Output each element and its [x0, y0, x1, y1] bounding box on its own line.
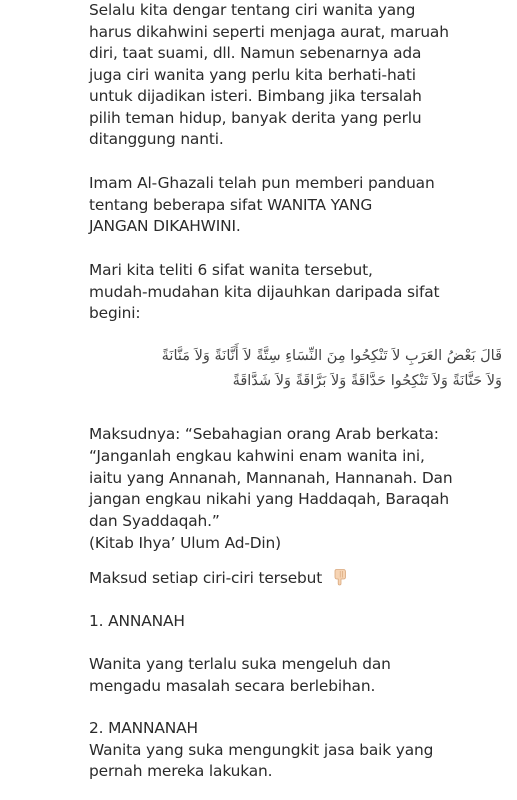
text-line: begini:	[89, 304, 141, 322]
item-1-heading	[89, 611, 185, 633]
text-line: Wanita yang terlalu suka mengeluh dan	[89, 655, 391, 673]
text-line: dan Syaddaqah.”	[89, 512, 220, 531]
text-line: Wanita yang suka mengungkit jasa baik yang	[89, 740, 434, 759]
arabic-line: قَالَ بَعْضُ العَرَبِ لاَ تَنْكِحُوا مِنَ النِّسَاءِ سِتَّةً لاَ أَنَّانَةً وَلاَ مَنَّانَةً	[161, 348, 502, 364]
text-line: untuk dijadikan isteri. Bimbang jika tersalah	[89, 87, 422, 105]
text-line: juga ciri wanita yang perlu kita berhati-hati	[89, 65, 416, 84]
item-1-body	[89, 654, 391, 697]
text-line: Mari kita teliti 6 sifat wanita tersebut,	[89, 261, 373, 279]
text-line: harus dikahwini seperti menjaga aurat, maruah	[89, 22, 449, 41]
text-line: jangan engkau nikahi yang Haddaqah, Baraqah	[89, 490, 449, 509]
text-line: diri, taat suami, dll. Namun sebenarnya ada	[89, 44, 422, 62]
intro-paragraph	[89, 0, 449, 151]
text-line: “Janganlah engkau kahwini enam wanita ini,	[89, 446, 425, 465]
text-line: iaitu yang Annanah, Mannanah, Hannanah. Dan	[89, 468, 453, 487]
heading-text: 1. ANNANAH	[89, 612, 185, 630]
text-line: pernah mereka lakukan.	[89, 762, 273, 780]
text-line: JANGAN DIKAHWINI.	[89, 217, 241, 235]
arabic-quote	[0, 344, 502, 394]
text-line: mudah-mudahan kita dijauhkan daripada sifat	[89, 282, 440, 301]
item-2-heading: 2. MANNANAH	[89, 719, 198, 737]
text-line: ditanggung nanti.	[89, 130, 224, 148]
text-line: mengadu masalah secara berlebihan.	[89, 676, 376, 695]
six-traits-paragraph	[89, 260, 439, 325]
text-line: Imam Al-Ghazali telah pun memberi panduan	[89, 174, 435, 192]
item-2-section	[89, 718, 433, 783]
text-line: tentang beberapa sifat WANITA YANG	[89, 195, 373, 214]
text-line: Selalu kita dengar tentang ciri wanita yang	[89, 1, 416, 19]
arabic-line: وَلاَ حَنَّانَةً وَلاَ تَنْكِحُوا حَدَّاقَةً وَلاَ بَرَّاقَةً وَلاَ شَدَّاقَةً	[232, 373, 502, 389]
backhand-index-pointing-down-icon	[331, 568, 349, 586]
text-line: Maksudnya: “Sebahagian orang Arab berkata:	[89, 425, 439, 443]
intro-text: Maksud setiap ciri-ciri tersebut	[89, 569, 323, 587]
text-line: pilih teman hidup, banyak derita yang perlu	[89, 108, 422, 127]
citation: (Kitab Ihya’ Ulum Ad-Din)	[89, 533, 282, 552]
translation-paragraph	[89, 424, 452, 555]
intro-line	[89, 568, 349, 590]
ghazali-paragraph	[89, 173, 435, 238]
